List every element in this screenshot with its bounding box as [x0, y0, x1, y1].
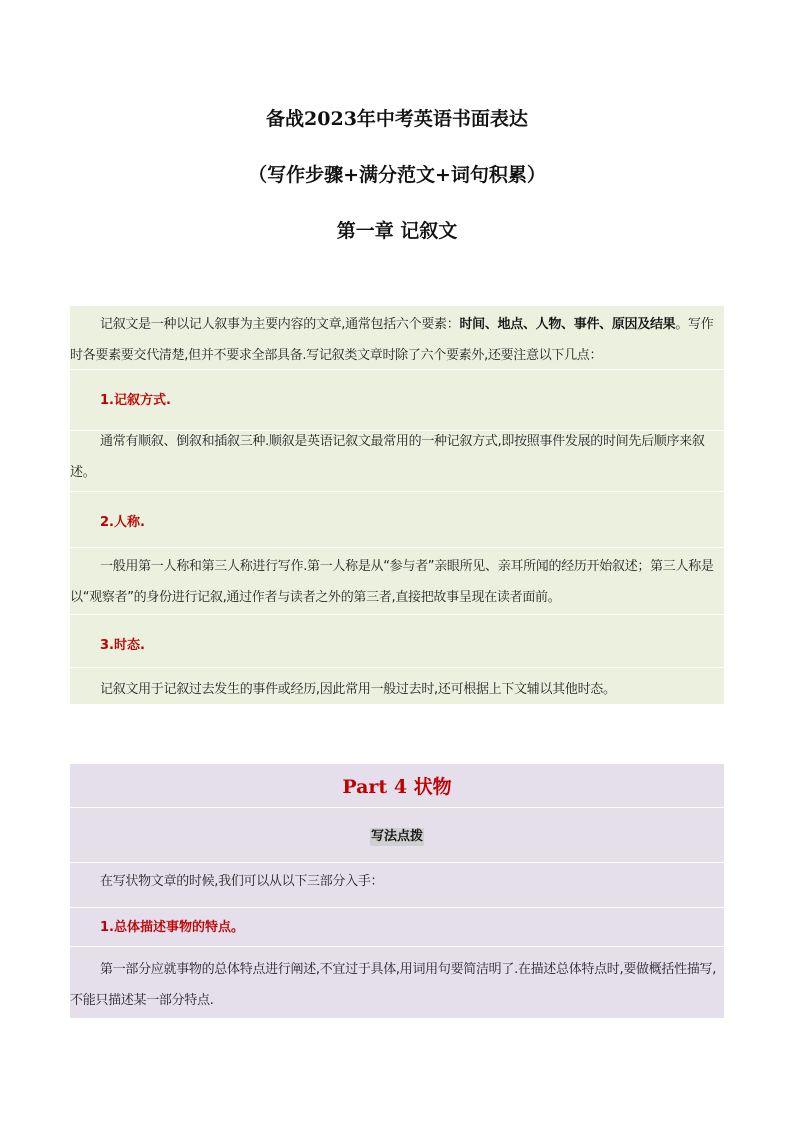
divider	[70, 862, 724, 863]
document-title: 备战2023年中考英语书面表达	[266, 108, 528, 130]
divider	[70, 491, 724, 492]
part4-heading-overall: 1.总体描述事物的特点。	[100, 920, 244, 935]
part4-intro-paragraph: 在写状物文章的时候,我们可以从以下三部分入手：	[100, 874, 384, 889]
chapter-title: 第一章 记叙文	[336, 220, 458, 242]
section-heading-narration: 1.记叙方式.	[100, 393, 171, 408]
divider	[70, 907, 724, 908]
tip-label-wrapper	[0, 825, 794, 846]
divider	[70, 614, 724, 615]
divider	[70, 547, 724, 548]
intro-paragraph: 记叙文是一种以记人叙事为主要内容的文章,通常包括六个要素：时间、地点、人物、事件、原因及结果。写作时各要素要交代清楚,但并不要求全部具备.写记叙类文章时除了六个要素外,还要注意以下几点：	[70, 317, 714, 363]
tense-paragraph: 记叙文用于记叙过去发生的事件或经历,因此常用一般过去时,还可根据上下文辅以其他时态。	[100, 682, 616, 697]
document-subtitle: （写作步骤+满分范文+词句积累）	[248, 164, 546, 186]
part4-title: Part 4 状物	[342, 776, 452, 798]
part4-overall-paragraph: 第一部分应就事物的总体特点进行阐述,不宜过于具体,用词用句要简洁明了.在描述总体特点时,要做概括性描写,不能只描述某一部分特点.	[70, 962, 717, 1008]
narration-paragraph: 通常有顺叙、倒叙和插叙三种.顺叙是英语记叙文最常用的一种记叙方式,即按照事件发展的时间先后顺序来叙述。	[70, 434, 705, 480]
divider	[70, 946, 724, 947]
divider	[70, 667, 724, 668]
person-paragraph: 一般用第一人称和第三人称进行写作.第一人称是从“参与者”亲眼所见、亲耳所闻的经历开始叙述；第三人称是以“观察者”的身份进行记叙,通过作者与读者之外的第三者,直接把故事呈现在读者面前。	[70, 559, 714, 605]
section-heading-person: 2.人称.	[100, 515, 145, 530]
section-heading-tense: 3.时态.	[100, 638, 145, 653]
divider	[70, 807, 724, 808]
tip-label: 写法点拨	[370, 829, 423, 844]
